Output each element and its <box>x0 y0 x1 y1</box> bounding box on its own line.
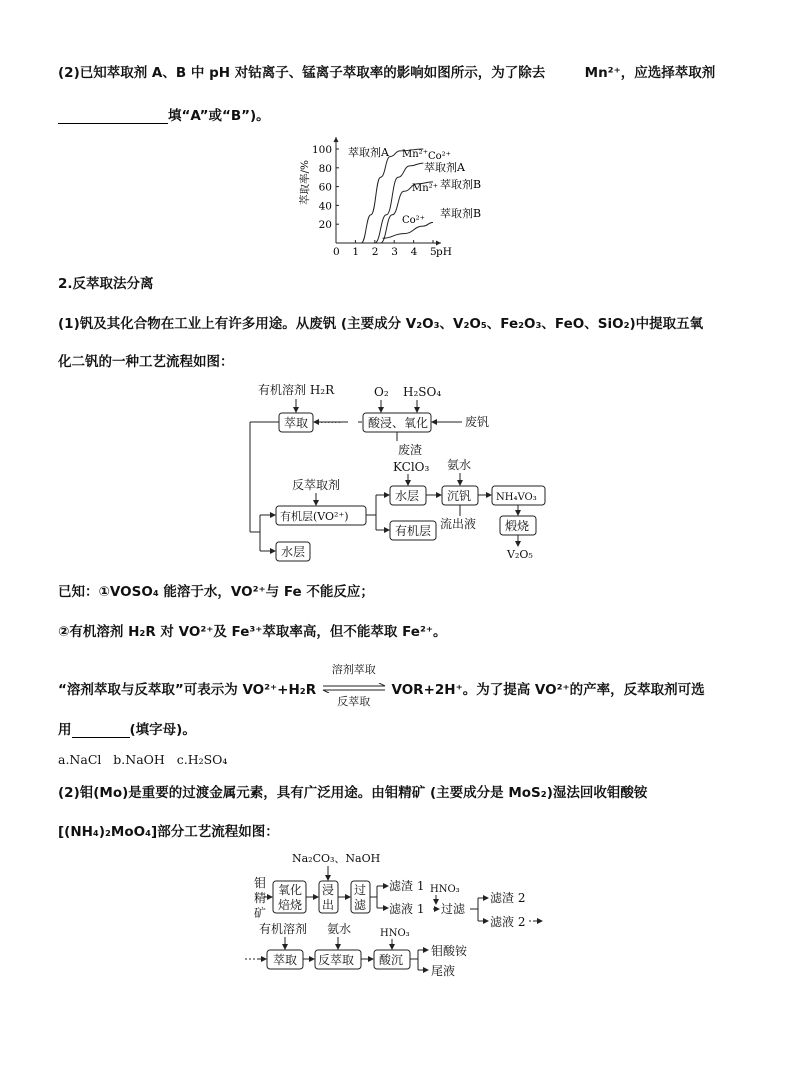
flow1-water-text: 水层 <box>395 489 420 503</box>
flow2-ammonia: 氨水 <box>327 922 352 936</box>
chart-annotation-agentB-mid: 萃取剂B <box>440 178 482 191</box>
flow1-org-layer2-text: 有机层 <box>395 524 432 538</box>
flow2-leach-t2: 出 <box>322 898 335 912</box>
flow1-nh4vo3-text: NH₄VO₃ <box>496 492 537 503</box>
reversible-arrow-icon <box>321 683 387 693</box>
flow1-nh4vo3-box <box>492 486 545 505</box>
flow2-back-box <box>315 950 361 969</box>
options-line: a.NaCl b.NaOH c.H₂SO₄ <box>58 752 228 767</box>
x-axis-arrow-icon <box>436 241 441 246</box>
known-1: 已知：①VOSO₄ 能溶于水，VO²⁺与 Fe 不能反应； <box>58 584 374 600</box>
flow1-water-box <box>390 486 426 505</box>
chart-annotation-co-top: Co²⁺ <box>428 151 451 162</box>
flow1-back-agent-label: 反萃取剂 <box>292 478 341 492</box>
question-2-line1 <box>58 61 715 81</box>
flow1-waste-label: 废钒 <box>465 415 490 429</box>
answer-blank-2[interactable] <box>72 723 130 738</box>
y-axis-label: 萃取率/% <box>299 159 311 205</box>
use-line <box>58 718 196 738</box>
x-tick-label: 0 <box>333 246 340 258</box>
flow2-leach-t1: 浸 <box>322 883 335 897</box>
chart-annotation-agentB-low: 萃取剂B <box>440 207 482 220</box>
flow2-filter-t2: 滤 <box>354 898 367 912</box>
flow1-water2-text: 水层 <box>281 545 306 559</box>
question-2-line2 <box>58 104 270 124</box>
y-tick-label: 20 <box>318 219 332 232</box>
mo-question-l2: [(NH₄)₂MoO₄]部分工艺流程如图： <box>58 824 279 840</box>
flow2-product: 钼酸铵 <box>431 944 468 958</box>
chart-annotation-co-low: Co²⁺ <box>402 215 425 226</box>
equation-pre: “溶剂萃取与反萃取”可表示为 VO²⁺+H₂R <box>58 682 317 698</box>
x-tick-label: 3 <box>391 246 398 258</box>
chart-annotation-mn-top: Mn²⁺ <box>402 149 428 160</box>
flow1-o2-label: O₂ <box>374 385 389 399</box>
flow2-acid-box <box>374 950 410 969</box>
flow2-tail: 尾液 <box>431 964 456 978</box>
flow2-leach-box <box>319 881 338 913</box>
y-tick-label: 60 <box>318 181 332 194</box>
series-line-4 <box>383 222 433 238</box>
flow1-outflow-label: 流出液 <box>440 517 477 531</box>
use-pre: 用 <box>58 722 72 738</box>
flow1-h2so4-label: H₂SO₄ <box>403 385 442 399</box>
x-tick-label: 4 <box>410 246 418 258</box>
flow2-filtrate1: 滤液 1 <box>389 902 425 916</box>
y-axis-arrow-icon <box>334 137 339 142</box>
flow2-extract-text: 萃取 <box>273 953 298 967</box>
flow2-acid-text: 酸沉 <box>379 953 404 967</box>
flow1-org-layer2-box <box>390 521 436 540</box>
question-2-fill-hint: 填“A”或“B”)。 <box>168 108 270 124</box>
flow1-calcine-text: 煅烧 <box>505 519 530 533</box>
flow1-extract-text: 萃取 <box>284 416 309 430</box>
x-tick-label: 5 <box>430 246 437 258</box>
answer-blank-1[interactable] <box>58 109 168 124</box>
flow1-kclo3-label: KClO₃ <box>393 460 430 474</box>
flow1-org-layer-text: 有机层(VO²⁺) <box>280 510 349 523</box>
mo-question-l1: (2)钼(Mo)是重要的过渡金属元素，具有广泛用途。由钼精矿 (主要成分是 MoS₂)湿法回收钼酸铵 <box>58 785 648 801</box>
chart-annotation-agentA-left: 萃取剂A <box>348 146 389 159</box>
use-post: (填字母)。 <box>129 722 196 738</box>
section-2-heading: 2.反萃取法分离 <box>58 276 154 292</box>
y-tick-label: 80 <box>318 162 332 175</box>
flow1-slag-label: 废渣 <box>398 443 423 457</box>
chart-plot <box>298 137 481 258</box>
flow2-ore-1: 钼 <box>254 876 267 890</box>
flow1-water2-box <box>276 542 310 561</box>
flow2-organic: 有机溶剂 <box>259 922 308 936</box>
flow2-reagents-label: Na₂CO₃、NaOH <box>292 852 381 865</box>
flow2-oxidize-t1: 氧化 <box>278 883 303 897</box>
series-line-2 <box>375 163 424 243</box>
y-tick-label: 100 <box>311 144 332 156</box>
flow2-oxidize-t2: 焙烧 <box>278 898 303 912</box>
x-tick-label: 2 <box>371 246 379 258</box>
equation-post: VOR+2H⁺。为了提高 VO²⁺的产率，反萃取剂可选 <box>391 682 705 698</box>
flow2-filter-t1: 过 <box>354 883 367 897</box>
x-axis-label: pH <box>436 246 452 258</box>
flow1-precip-text: 沉钒 <box>447 489 472 503</box>
flow1-leach-text: 酸浸、氧化 <box>368 416 429 430</box>
flow2-hno3b: HNO₃ <box>380 928 410 939</box>
flow1-ammonia-label: 氨水 <box>447 458 472 472</box>
flow2-hno3a: HNO₃ <box>430 884 460 895</box>
equation-line <box>58 663 705 708</box>
flow2-filter-box <box>351 881 370 913</box>
question-2-text-b: Mn²⁺，应选择萃取剂 <box>584 65 716 81</box>
arrow-top-label: 溶剂萃取 <box>331 663 376 676</box>
flow1-extract-box <box>279 413 313 432</box>
x-tick-label: 1 <box>352 246 360 258</box>
flow2-ore-3: 矿 <box>254 906 267 920</box>
flow1-calcine-box <box>500 516 536 535</box>
flow1-organic-label: 有机溶剂 H₂R <box>258 383 335 397</box>
flow1-org-layer-box <box>276 506 366 525</box>
flow2-oxidize-box <box>273 881 306 913</box>
flow1-leach-box <box>363 413 431 432</box>
chart-annotation-agentA-right: 萃取剂A <box>424 161 465 174</box>
section-2-p1a: (1)钒及其化合物在工业上有许多用途。从废钒 (主要成分 V₂O₃、V₂O₅、Fe₂O₃、FeO、SiO₂)中提取五氧 <box>58 316 704 332</box>
flow2-ore-2: 精 <box>254 891 267 905</box>
flow1-dots: ······ <box>320 416 341 429</box>
flow1-precip-box <box>442 486 478 505</box>
chart-annotation-mn-mid: Mn²⁺ <box>412 183 438 194</box>
section-2-p1b: 化二钒的一种工艺流程如图： <box>58 354 234 370</box>
series-line-3 <box>381 182 433 243</box>
flow2-back-text: 反萃取 <box>318 953 355 967</box>
flow2-filt-step: 过滤 <box>441 902 466 916</box>
flow2-residue1: 滤渣 1 <box>389 879 425 893</box>
flow2-filtrate2: 滤液 2 <box>490 915 526 929</box>
flow1-v2o5-label: V₂O₅ <box>507 548 533 561</box>
question-2-text-a: (2)已知萃取剂 A、B 中 pH 对钴离子、锰离子萃取率的影响如图所示，为了除去 <box>58 65 546 81</box>
y-tick-label: 40 <box>318 200 332 213</box>
series-line-1 <box>361 149 423 243</box>
reversible-arrow <box>321 663 387 708</box>
known-2: ②有机溶剂 H₂R 对 VO²⁺及 Fe³⁺萃取率高，但不能萃取 Fe²⁺。 <box>58 624 447 640</box>
flow2-extract-box <box>267 950 303 969</box>
flow2-residue2: 滤渣 2 <box>490 891 526 905</box>
arrow-bottom-label: 反萃取 <box>337 695 371 708</box>
